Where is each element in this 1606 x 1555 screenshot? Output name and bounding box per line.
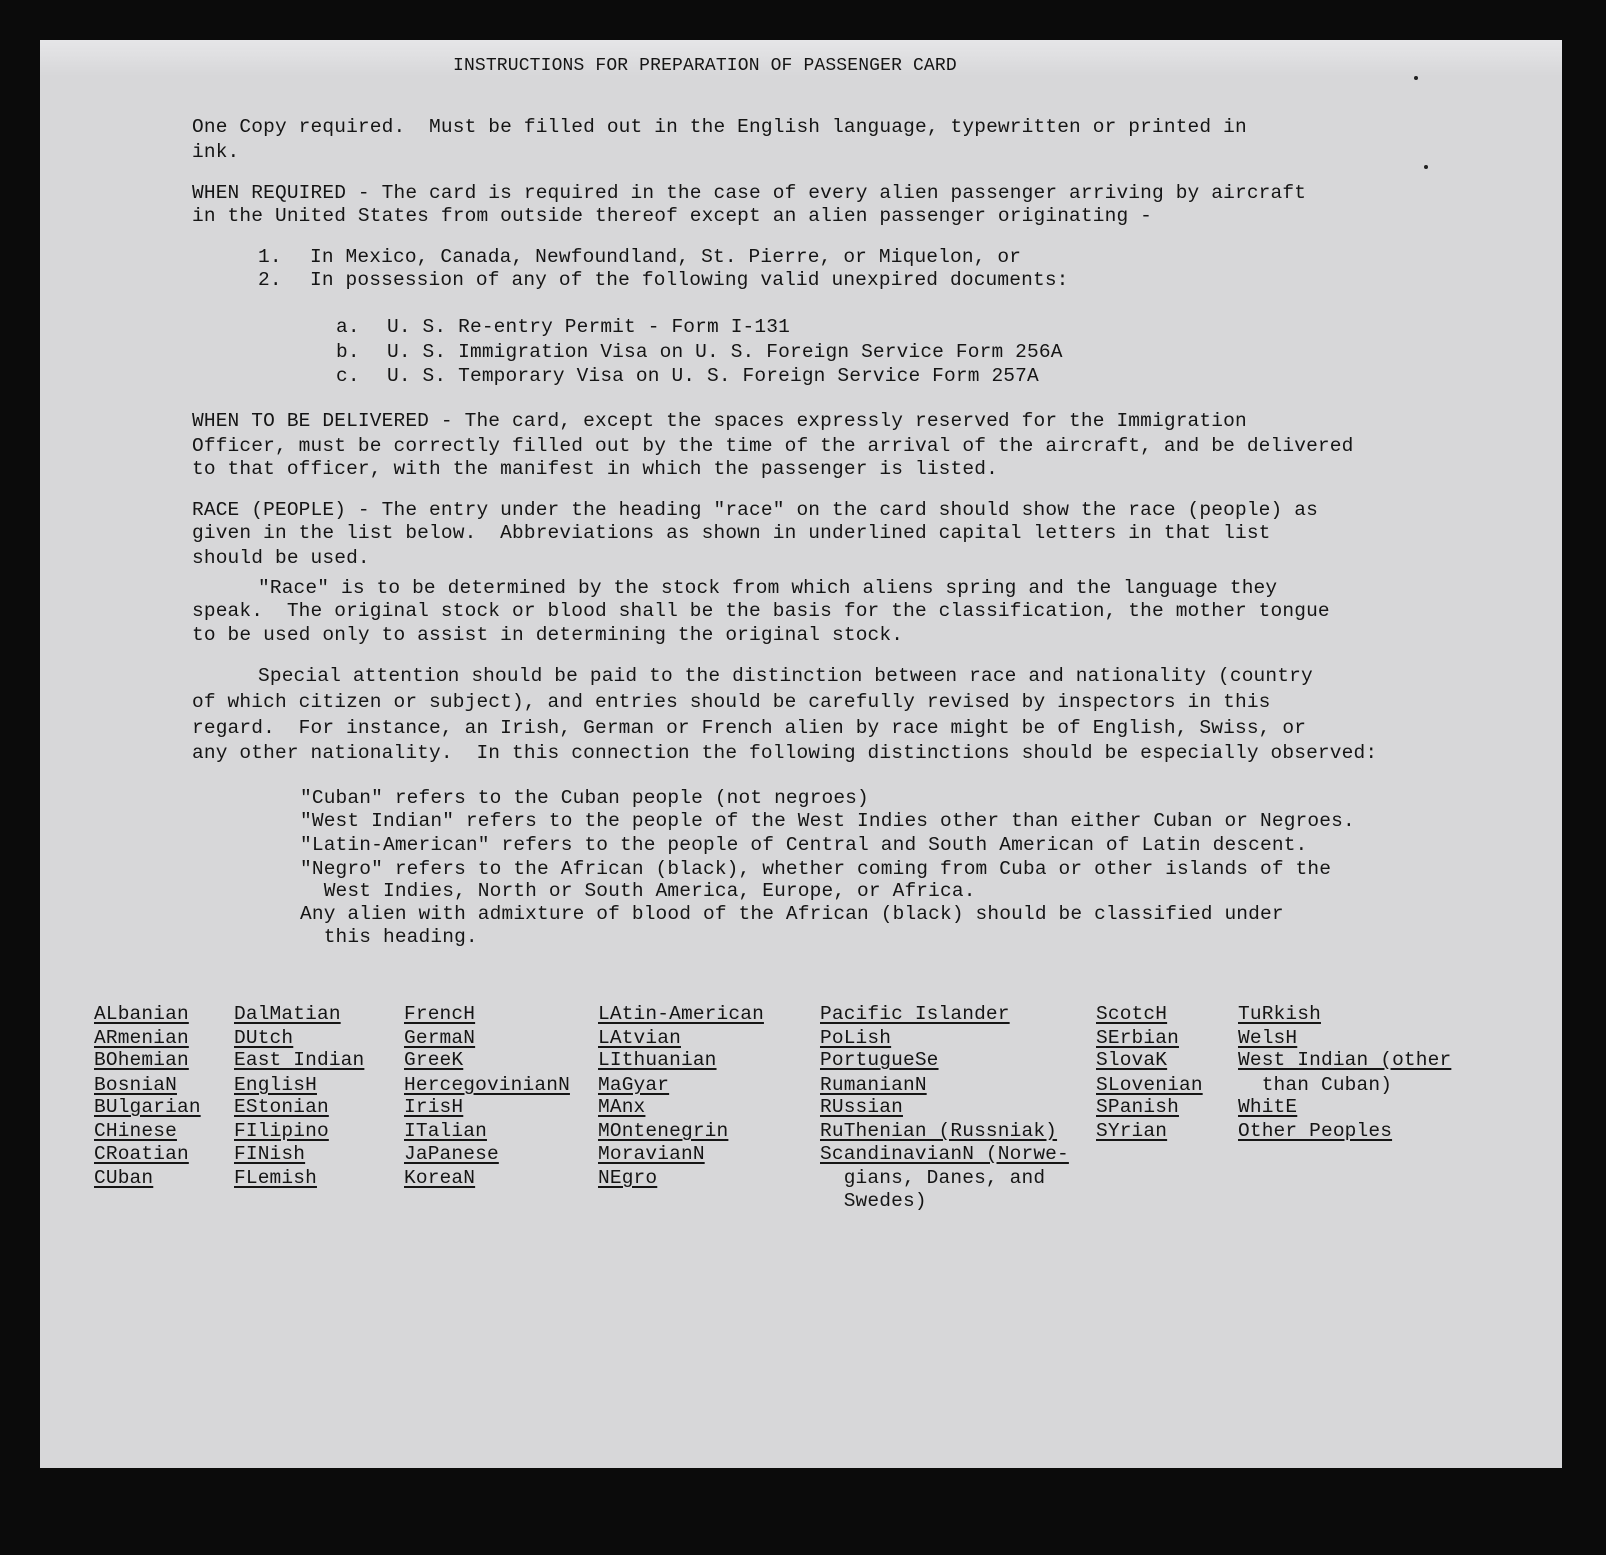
race-entry: HercegovinianN [404, 1074, 570, 1096]
special-attention-line: of which citizen or subject), and entries should be carefully revised by inspectors in this [192, 691, 1271, 713]
race-entry: than Cuban) [1238, 1074, 1393, 1096]
race-entry: LAtvian [598, 1027, 681, 1049]
speck [1424, 165, 1428, 169]
race-entry: PortugueSe [820, 1049, 939, 1071]
document-letter: a. [336, 316, 360, 338]
race-entry: CHinese [94, 1120, 177, 1142]
race-entry: WhitE [1238, 1096, 1298, 1118]
intro-line: One Copy required. Must be filled out in the English language, typewritten or printed in [192, 116, 1247, 138]
document-letter: c. [336, 365, 360, 387]
race-entry: MOntenegrin [598, 1120, 729, 1142]
race-entry: East Indian [234, 1049, 365, 1071]
document-text: U. S. Immigration Visa on U. S. Foreign Service Form 256A [387, 341, 1063, 363]
race-entry: ARmenian [94, 1027, 189, 1049]
document-text: U. S. Temporary Visa on U. S. Foreign Service Form 257A [387, 365, 1039, 387]
race-entry: EStonian [234, 1096, 329, 1118]
distinction-line: "Negro" refers to the African (black), whether coming from Cuba or other islands of the [300, 858, 1332, 880]
when-delivered-line: to that officer, with the manifest in which the passenger is listed. [192, 458, 998, 480]
race-entry: RUssian [820, 1096, 903, 1118]
race-entry: SlovaK [1096, 1049, 1168, 1071]
race-entry: PoLish [820, 1027, 892, 1049]
race-entry: FLemish [234, 1167, 317, 1189]
race-entry: SErbian [1096, 1027, 1179, 1049]
race-entry: BOhemian [94, 1049, 189, 1071]
distinction-line: this heading. [300, 926, 478, 948]
race-entry: KoreaN [404, 1167, 476, 1189]
when-required-line: WHEN REQUIRED - The card is required in the case of every alien passenger arriving by aircraft [192, 182, 1307, 204]
race-entry: Swedes) [820, 1190, 927, 1212]
distinction-line: West Indies, North or South America, Europe, or Africa. [300, 880, 976, 902]
race-people-line: given in the list below. Abbreviations as shown in underlined capital letters in that list [192, 522, 1271, 544]
race-entry: RumanianN [820, 1074, 927, 1096]
special-attention-line: any other nationality. In this connection the following distinctions should be especially observed: [192, 742, 1378, 764]
race-entry: SPanish [1096, 1096, 1179, 1118]
race-entry: LAtin-American [598, 1003, 764, 1025]
race-entry: TuRkish [1238, 1003, 1321, 1025]
race-entry: BUlgarian [94, 1096, 201, 1118]
race-entry: GreeK [404, 1049, 464, 1071]
race-entry: Pacific Islander [820, 1003, 1010, 1025]
race-people-line: should be used. [192, 547, 370, 569]
speck [1414, 76, 1418, 80]
race-entry: FIlipino [234, 1120, 329, 1142]
document-page [40, 40, 1562, 1468]
race-entry: GermaN [404, 1027, 476, 1049]
race-entry: SYrian [1096, 1120, 1168, 1142]
race-definition-line: to be used only to assist in determining the original stock. [192, 624, 904, 646]
exception-text: In possession of any of the following valid unexpired documents: [310, 269, 1069, 291]
distinction-line: "Latin-American" refers to the people of Central and South American of Latin descent. [300, 834, 1308, 856]
race-entry: MAnx [598, 1096, 646, 1118]
race-entry: Other Peoples [1238, 1120, 1393, 1142]
race-entry: WelsH [1238, 1027, 1298, 1049]
race-entry: MaGyar [598, 1074, 670, 1096]
race-entry: IrisH [404, 1096, 464, 1118]
distinction-line: Any alien with admixture of blood of the African (black) should be classified under [300, 903, 1284, 925]
race-entry: EnglisH [234, 1074, 317, 1096]
document-letter: b. [336, 341, 360, 363]
race-entry: JaPanese [404, 1143, 499, 1165]
race-entry: CRoatian [94, 1143, 189, 1165]
intro-line: ink. [192, 141, 240, 163]
race-definition-line: speak. The original stock or blood shall be the basis for the classification, the mother tongue [192, 600, 1330, 622]
race-entry: DalMatian [234, 1003, 341, 1025]
special-attention-line: regard. For instance, an Irish, German or French alien by race might be of English, Swiss, or [192, 717, 1307, 739]
exception-number: 1. [258, 246, 282, 268]
distinction-line: "Cuban" refers to the Cuban people (not negroes) [300, 787, 869, 809]
race-entry: ITalian [404, 1120, 487, 1142]
race-entry: ScotcH [1096, 1003, 1168, 1025]
race-entry: ALbanian [94, 1003, 189, 1025]
exception-text: In Mexico, Canada, Newfoundland, St. Pierre, or Miquelon, or [310, 246, 1022, 268]
race-entry: NEgro [598, 1167, 658, 1189]
race-entry: SLovenian [1096, 1074, 1203, 1096]
race-entry: FrencH [404, 1003, 476, 1025]
race-entry: LIthuanian [598, 1049, 717, 1071]
page-title: INSTRUCTIONS FOR PREPARATION OF PASSENGER CARD [453, 56, 957, 76]
document-text: U. S. Re-entry Permit - Form I-131 [387, 316, 790, 338]
race-entry: ScandinavianN (Norwe- [820, 1143, 1069, 1165]
race-definition-line: "Race" is to be determined by the stock from which aliens spring and the language they [258, 577, 1278, 599]
race-entry: CUban [94, 1167, 154, 1189]
special-attention-line: Special attention should be paid to the distinction between race and nationality (country [258, 665, 1313, 687]
race-entry: RuThenian (Russniak) [820, 1120, 1058, 1142]
distinction-line: "West Indian" refers to the people of the West Indies other than either Cuban or Negroes. [300, 810, 1355, 832]
race-entry: DUtch [234, 1027, 294, 1049]
race-entry: FINish [234, 1143, 306, 1165]
when-delivered-line: WHEN TO BE DELIVERED - The card, except the spaces expressly reserved for the Immigration [192, 410, 1247, 432]
race-entry: gians, Danes, and [820, 1167, 1046, 1189]
when-required-line: in the United States from outside thereof except an alien passenger originating - [192, 205, 1153, 227]
race-entry: West Indian (other [1238, 1049, 1452, 1071]
race-entry: MoravianN [598, 1143, 705, 1165]
exception-number: 2. [258, 269, 282, 291]
race-people-line: RACE (PEOPLE) - The entry under the heading "race" on the card should show the race (people) as [192, 499, 1318, 521]
when-delivered-line: Officer, must be correctly filled out by the time of the arrival of the aircraft, and be delivered [192, 435, 1354, 457]
race-entry: BosniaN [94, 1074, 177, 1096]
